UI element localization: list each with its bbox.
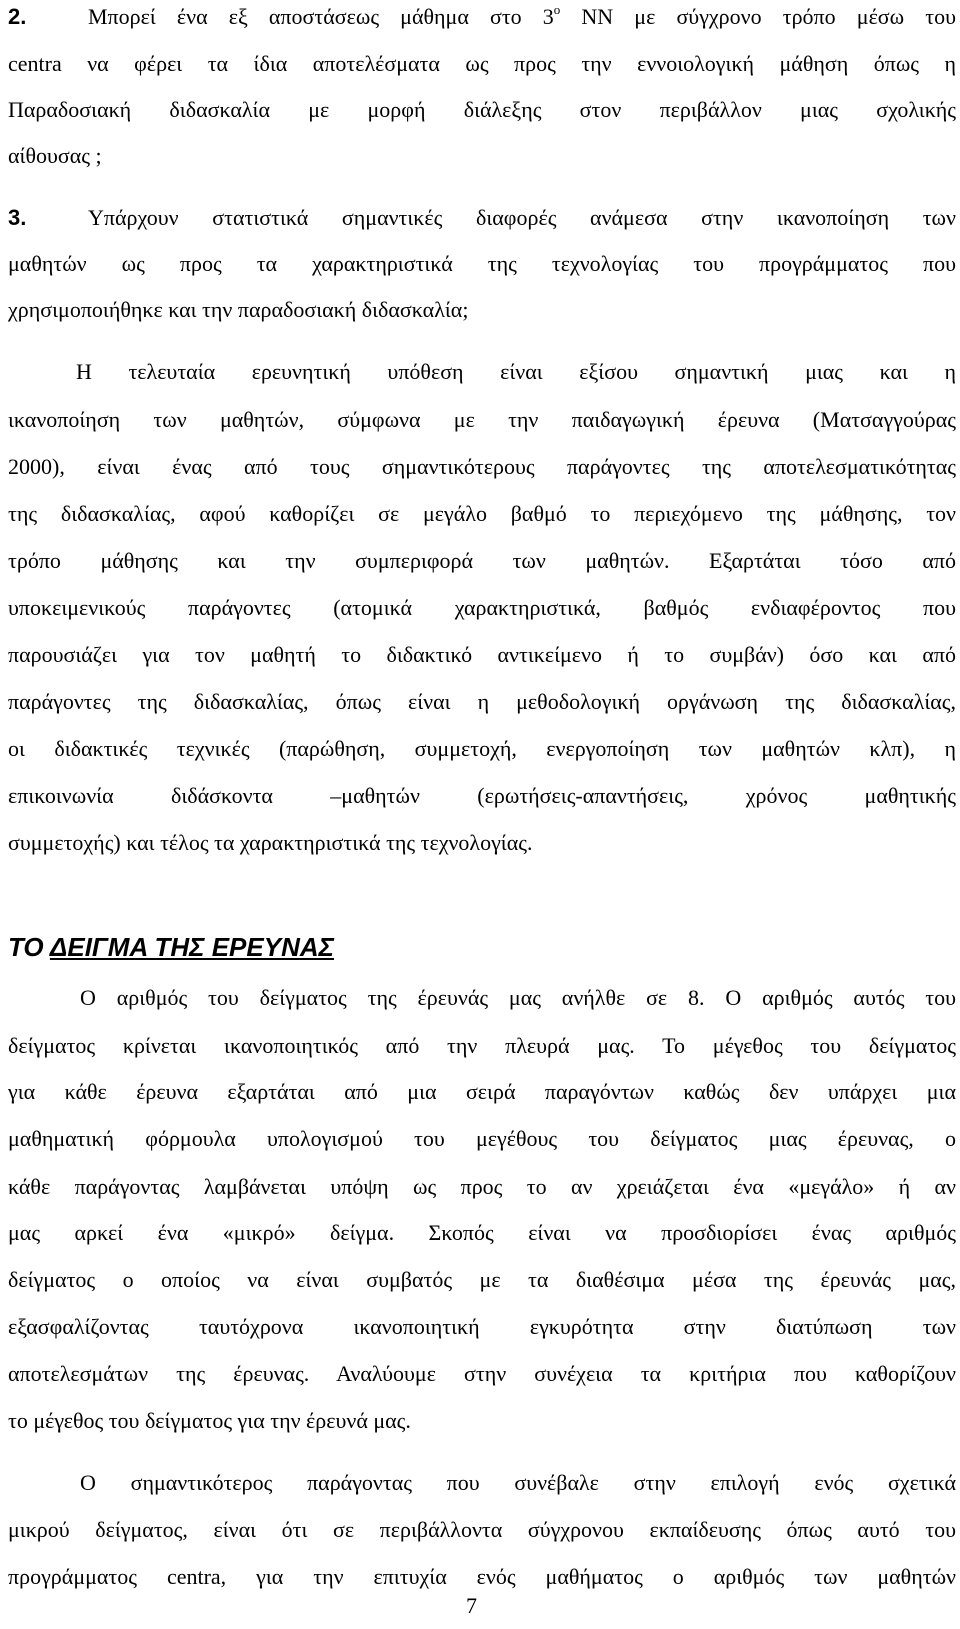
question-3-line: χρησιμοποιήθηκε και την παραδοσιακή διδασκαλία; [8,297,469,322]
hypothesis-paragraph-line: παράγοντες της διδασκαλίας, όπως είναι η μεθοδολογική οργάνωση της διδασκαλίας, [8,689,956,714]
question-2-text-start: Μπορεί ένα εξ αποστάσεως μάθημα στο 3 [88,4,554,29]
section-heading-prefix: ΤΟ [8,932,50,962]
question-3-line: μαθητών ως προς τα χαρακτηριστικά της τεχνολογίας του προγράμματος που [8,251,956,276]
hypothesis-paragraph-line: 2000), είναι ένας από τους σημαντικότερους παράγοντες της αποτελεσματικότητας [8,454,956,479]
question-2-line: Παραδοσιακή διδασκαλία με μορφή διάλεξης στον περιβάλλον μιας σχολικής [8,97,956,122]
question-3-text-start: Υπάρχουν στατιστικά σημαντικές διαφορές ανάμεσα στην ικανοποίηση των [88,205,956,230]
sample-paragraph-line: μας αρκεί ένα «μικρό» δείγμα. Σκοπός είναι να προσδιορίσει ένας αριθμός [8,1220,956,1245]
hypothesis-paragraph-line: επικοινωνία διδάσκοντα –μαθητών (ερωτήσεις-απαντήσεις, χρόνος μαθητικής [8,783,956,808]
sample-paragraph-line: για κάθε έρευνα εξαρτάται από μια σειρά παραγόντων καθώς δεν υπάρχει μια [8,1079,956,1104]
page-number: 7 [466,1593,477,1618]
hypothesis-paragraph-line: οι διδακτικές τεχνικές (παρώθηση, συμμετοχή, ενεργοποίηση των μαθητών κλπ), η [8,736,956,761]
sample-paragraph-line: το μέγεθος του δείγματος για την έρευνά μας. [8,1408,411,1433]
section-heading-underlined: ΔΕΙΓΜΑ ΤΗΣ ΕΡΕΥΝΑΣ [49,932,334,962]
question-2-number: 2. [8,4,27,29]
final-paragraph-line: μικρού δείγματος, είναι ότι σε περιβάλλοντα σύγχρονου εκπαίδευσης όπως αυτό του [8,1517,956,1542]
final-paragraph-line [8,1468,956,1498]
question-3-number: 3. [8,205,27,230]
sample-first-line-text: Ο αριθμός του δείγματος της έρευνάς μας ανήλθε σε 8. Ο αριθμός αυτός του [80,985,956,1010]
question-2-line: αίθουσας ; [8,143,102,168]
hypothesis-paragraph-line: τρόπο μάθησης και την συμπεριφορά των μαθητών. Εξαρτάται τόσο από [8,548,956,573]
hypothesis-paragraph-line [8,357,956,387]
sample-paragraph-line: δείγματος ο οποίος να είναι συμβατός με τα διαθέσιμα μέσα της έρευνάς μας, [8,1267,956,1292]
hypothesis-paragraph-line: ικανοποίηση των μαθητών, σύμφωνα με την παιδαγωγική έρευνα (Ματσαγγούρας [8,407,956,432]
sample-paragraph-line: κάθε παράγοντας λαμβάνεται υπόψη ως προς το αν χρειάζεται ένα «μεγάλο» ή αν [8,1174,956,1199]
sample-paragraph-line: εξασφαλίζοντας ταυτόχρονα ικανοποιητική εγκυρότητα στην διατύπωση των [8,1314,956,1339]
final-paragraph-line: προγράμματος centra, για την επιτυχία ενός μαθήματος ο αριθμός των μαθητών [8,1564,956,1589]
question-2-superscript: ο [553,2,561,17]
hypothesis-paragraph-line: της διδασκαλίας, αφού καθορίζει σε μεγάλο βαθμό το περιεχόμενο της μάθησης, τον [8,501,956,526]
sample-paragraph-line: δείγματος κρίνεται ικανοποιητικός από την πλευρά μας. Το μέγεθος του δείγματος [8,1033,956,1058]
section-heading [8,929,334,965]
sample-paragraph-line [8,983,956,1013]
question-2-line-1 [8,2,956,32]
final-first-line-text: Ο σημαντικότερος παράγοντας που συνέβαλε στην επιλογή ενός σχετικά [80,1470,956,1495]
question-3-line-1 [8,203,956,233]
hypothesis-paragraph-line: συμμετοχής) και τέλος τα χαρακτηριστικά της τεχνολογίας. [8,830,533,855]
question-2-line: centra να φέρει τα ίδια αποτελέσματα ως προς την εννοιολογική μάθηση όπως η [8,51,956,76]
hypothesis-paragraph-line: υποκειμενικούς παράγοντες (ατομικά χαρακτηριστικά, βαθμός ενδιαφέροντος που [8,595,956,620]
question-2-text-end: ΝΝ με σύγχρονο τρόπο μέσω του [560,4,956,29]
sample-paragraph-line: μαθηματική φόρμουλα υπολογισμού του μεγέθους του δείγματος μιας έρευνας, ο [8,1126,956,1151]
hypothesis-first-line-text: Η τελευταία ερευνητική υπόθεση είναι εξίσου σημαντική μιας και η [76,359,956,384]
sample-paragraph-line: αποτελεσμάτων της έρευνας. Αναλύουμε στην συνέχεια τα κριτήρια που καθορίζουν [8,1361,956,1386]
hypothesis-paragraph-line: παρουσιάζει για τον μαθητή το διδακτικό αντικείμενο ή το συμβάν) όσο και από [8,642,956,667]
